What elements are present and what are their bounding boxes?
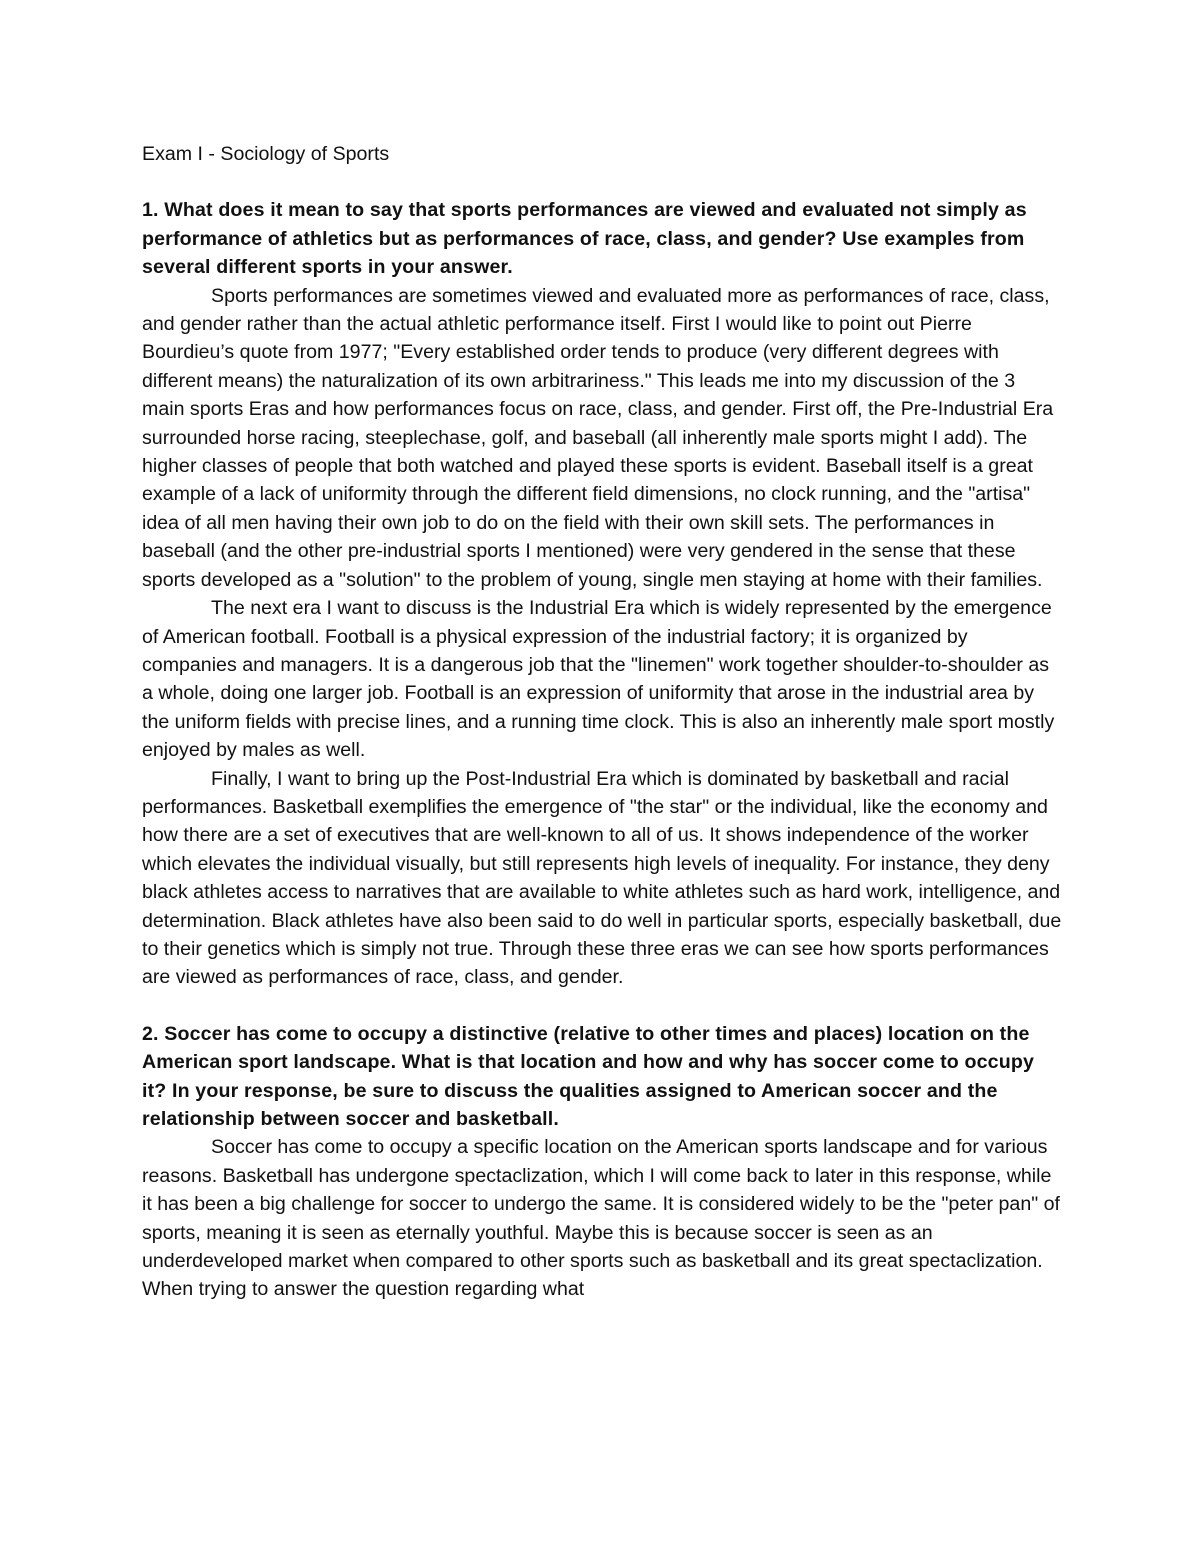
document-title: Exam I - Sociology of Sports <box>142 143 390 165</box>
question-2: 2. Soccer has come to occupy a distinctive (relative to other times and places) location on the American sport landscape. What is that location and how and why has soccer come to occupy it? In your response, be sure to discuss the qualities assigned to American soccer and the relationship between soccer and basketball. <box>142 1022 1034 1130</box>
answer-1-paragraph-2: The next era I want to discuss is the Industrial Era which is widely represented by the emergence of American football. Football is a physical expression of the industrial factory; it is organized by companies and managers. It is a dangerous job that the "linemen" work together shoulder-to-shoulder as a whole, doing one larger job. Football is an expression of uniformity that arose in the industrial area by the uniform fields with precise lines, and a running time clock. This is also an inherently male sport mostly enjoyed by males as well. <box>142 597 1055 762</box>
question-section-2 <box>142 1020 1062 1304</box>
answer-1-paragraph-3: Finally, I want to bring up the Post-Industrial Era which is dominated by basketball and racial performances. Basketball exemplifies the emergence of "the star" or the individual, like the economy and how there are a set of executives that are well-known to all of us. It shows independence of the worker which elevates the individual visually, but still represents high levels of inequality. For instance, they deny black athletes access to narratives that are available to white athletes such as hard work, intelligence, and determination. Black athletes have also been said to do well in particular sports, especially basketball, due to their genetics which is simply not true. Through these three eras we can see how sports performances are viewed as performances of race, class, and gender. <box>142 767 1062 989</box>
answer-1-paragraph-1: Sports performances are sometimes viewed and evaluated more as performances of race, class, and gender rather than the actual athletic performance itself. First I would like to point out Pierre Bourdieu’s quote from 1977; "Every established order tends to produce (very different degrees with different means) the naturalization of its own arbitrariness." This leads me into my discussion of the 3 main sports Eras and how performances focus on race, class, and gender. First off, the Pre-Industrial Era surrounded horse racing, steeplechase, golf, and baseball (all inherently male sports might I add). The higher classes of people that both watched and played these sports is evident. Baseball itself is a great example of a lack of uniformity through the different field dimensions, no clock running, and the "artisa" idea of all men having their own job to do on the field with their own skill sets. The performances in baseball (and the other pre-industrial sports I mentioned) were very gendered in the sense that these sports developed as a "solution" to the problem of young, single men staying at home with their families. <box>142 284 1054 591</box>
question-1: 1. What does it mean to say that sports performances are viewed and evaluated not simply as performance of athletics but as performances of race, class, and gender? Use examples from several different sports in your answer. <box>142 199 1027 279</box>
section-divider-space <box>142 992 1062 1020</box>
answer-2-paragraph-1: Soccer has come to occupy a specific location on the American sports landscape and for various reasons. Basketball has undergone spectaclization, which I will come back to later in this response, while it has been a big challenge for soccer to undergo the same. It is considered widely to be the "peter pan" of sports, meaning it is seen as eternally youthful. Maybe this is because soccer is seen as an underdeveloped market when compared to other sports such as basketball and its great spectaclization. When trying to answer the question regarding what <box>142 1136 1060 1301</box>
document-page <box>142 140 1062 1304</box>
question-section-1 <box>142 196 1062 991</box>
